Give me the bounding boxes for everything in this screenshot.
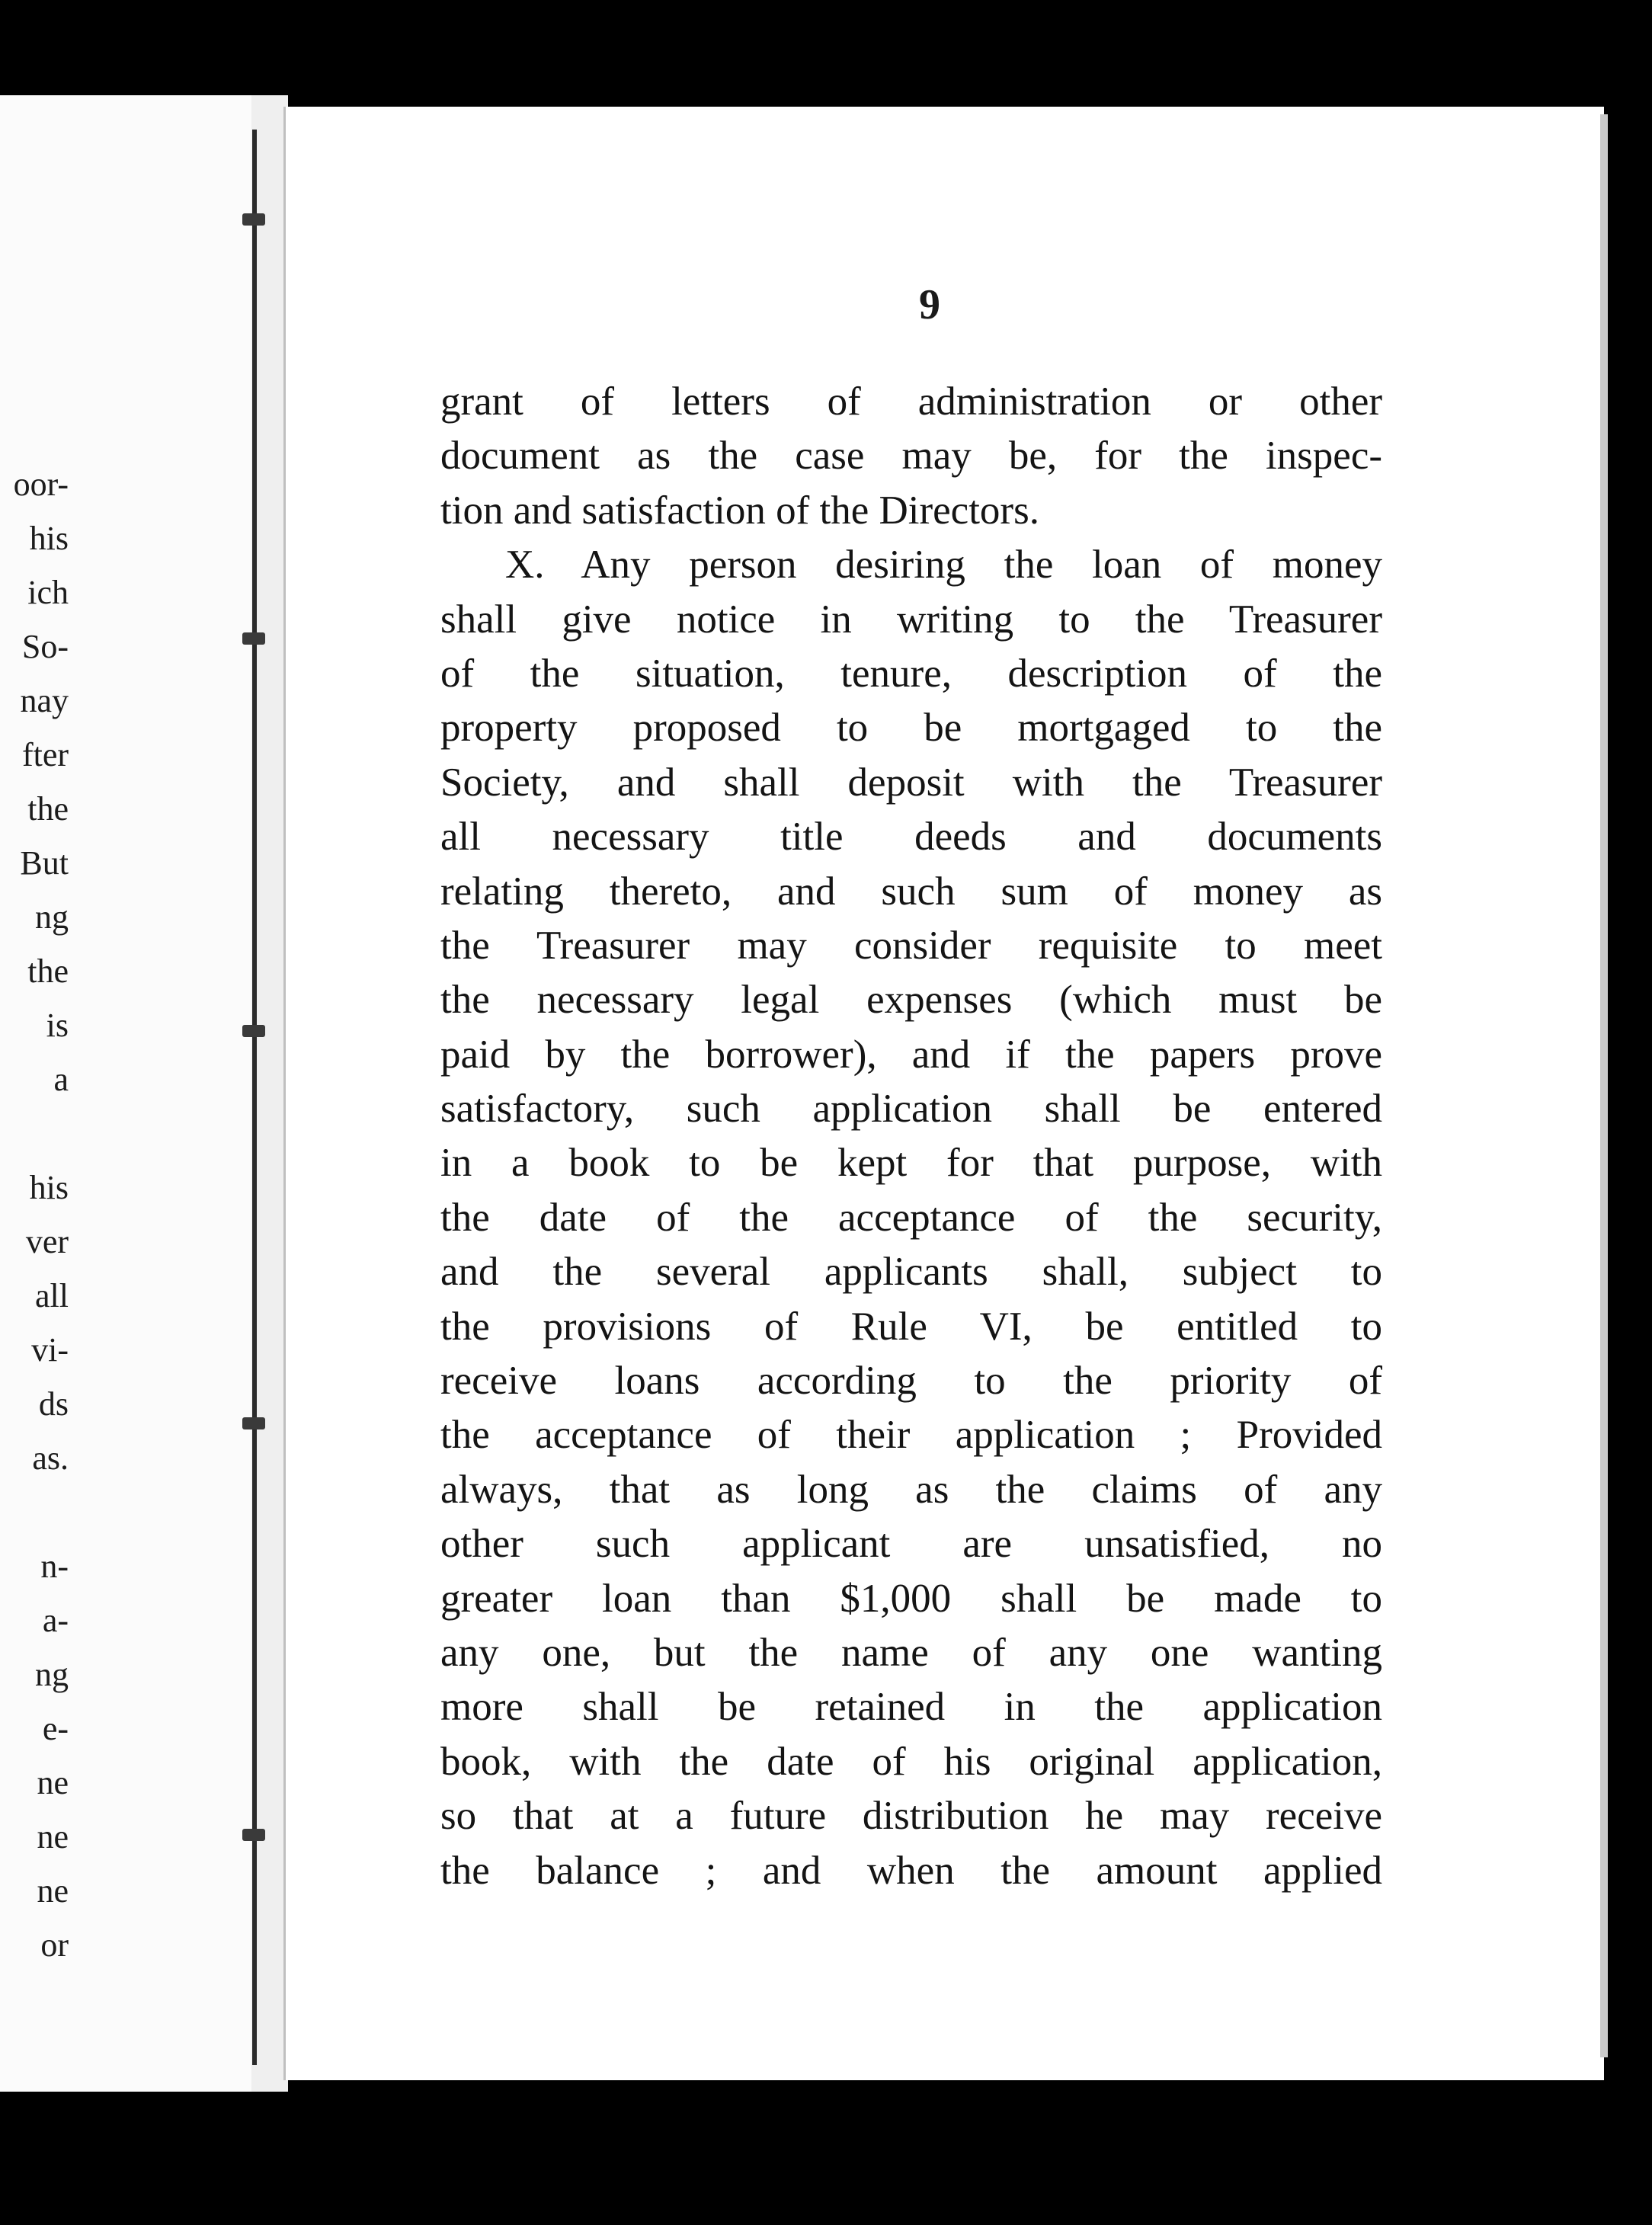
left-fragment: his	[29, 1169, 69, 1206]
left-fragment: fter	[21, 736, 69, 773]
text-line: X. Any person desiring the loan of money	[505, 543, 1382, 587]
text-line: grant of letters of administration or other	[440, 379, 1382, 424]
binding-stitch	[242, 632, 265, 645]
left-fragment: ng	[35, 898, 69, 936]
text-line: and the several applicants shall, subject to	[440, 1250, 1382, 1295]
left-fragment: or	[40, 1926, 69, 1964]
left-fragment: n-	[40, 1548, 69, 1585]
left-fragment: ds	[38, 1385, 69, 1423]
text-line: more shall be retained in the application	[440, 1685, 1382, 1730]
left-fragment: e-	[42, 1710, 69, 1747]
book-gutter	[251, 95, 288, 2092]
left-fragment: ver	[25, 1223, 69, 1260]
binding-stitch	[242, 1025, 265, 1037]
left-fragment	[0, 1106, 69, 1161]
left-fragment: the	[27, 790, 69, 828]
text-line: any one, but the name of any one wanting	[440, 1630, 1382, 1675]
body-text	[440, 375, 1382, 1898]
text-line: document as the case may be, for the inspec-	[440, 434, 1382, 479]
left-fragment	[0, 1485, 69, 1539]
text-line: the date of the acceptance of the security,	[440, 1195, 1382, 1240]
text-line: shall give notice in writing to the Treasurer	[440, 597, 1382, 642]
left-fragment: ne	[37, 1764, 69, 1801]
left-fragment: the	[27, 952, 69, 990]
left-page	[0, 95, 264, 2092]
text-line: receive loans according to the priority of	[440, 1359, 1382, 1404]
text-line: of the situation, tenure, description of the	[440, 651, 1382, 696]
left-fragment: is	[46, 1007, 69, 1044]
text-line: tion and satisfaction of the Directors.	[440, 488, 1039, 533]
text-line: the provisions of Rule VI, be entitled to	[440, 1304, 1382, 1349]
left-fragment: vi-	[31, 1331, 69, 1369]
left-page-text-fragments	[0, 457, 69, 1972]
text-line: the Treasurer may consider requisite to meet	[440, 923, 1382, 968]
text-line: satisfactory, such application shall be entered	[440, 1087, 1382, 1132]
left-fragment: a	[53, 1061, 69, 1098]
page-number: 9	[919, 281, 940, 328]
text-line: paid by the borrower), and if the papers prove	[440, 1032, 1382, 1077]
left-fragment: So-	[21, 628, 69, 665]
binding-stitch	[242, 213, 265, 226]
text-line: always, that as long as the claims of any	[440, 1467, 1382, 1512]
left-fragment: his	[29, 520, 69, 557]
text-line: in a book to be kept for that purpose, with	[440, 1141, 1382, 1186]
text-line: relating thereto, and such sum of money as	[440, 869, 1382, 914]
binding-thread	[252, 130, 257, 2065]
left-fragment: all	[35, 1277, 69, 1314]
text-line: Society, and shall deposit with the Treasurer	[440, 760, 1382, 805]
text-line: other such applicant are unsatisfied, no	[440, 1522, 1382, 1567]
binding-stitch	[242, 1829, 265, 1841]
left-fragment: a-	[42, 1602, 69, 1639]
left-fragment: ng	[35, 1656, 69, 1693]
text-line: all necessary title deeds and documents	[440, 815, 1382, 860]
left-fragment: But	[20, 844, 69, 882]
left-fragment: ne	[37, 1872, 69, 1910]
text-line: the balance ; and when the amount applied	[440, 1848, 1382, 1893]
left-fragment: oor-	[13, 466, 69, 503]
text-line: greater loan than $1,000 shall be made to	[440, 1576, 1382, 1621]
text-line: the acceptance of their application ; Provided	[440, 1413, 1382, 1458]
text-line: book, with the date of his original application,	[440, 1739, 1382, 1784]
page-edge	[1600, 114, 1608, 2057]
left-fragment: ich	[27, 574, 69, 611]
left-fragment: ne	[37, 1818, 69, 1855]
binding-stitch	[242, 1417, 265, 1429]
left-fragment: as.	[32, 1439, 69, 1477]
text-line: so that at a future distribution he may receive	[440, 1794, 1382, 1839]
text-line: property proposed to be mortgaged to the	[440, 706, 1382, 751]
left-fragment: nay	[20, 682, 69, 719]
text-line: the necessary legal expenses (which must be	[440, 978, 1382, 1023]
